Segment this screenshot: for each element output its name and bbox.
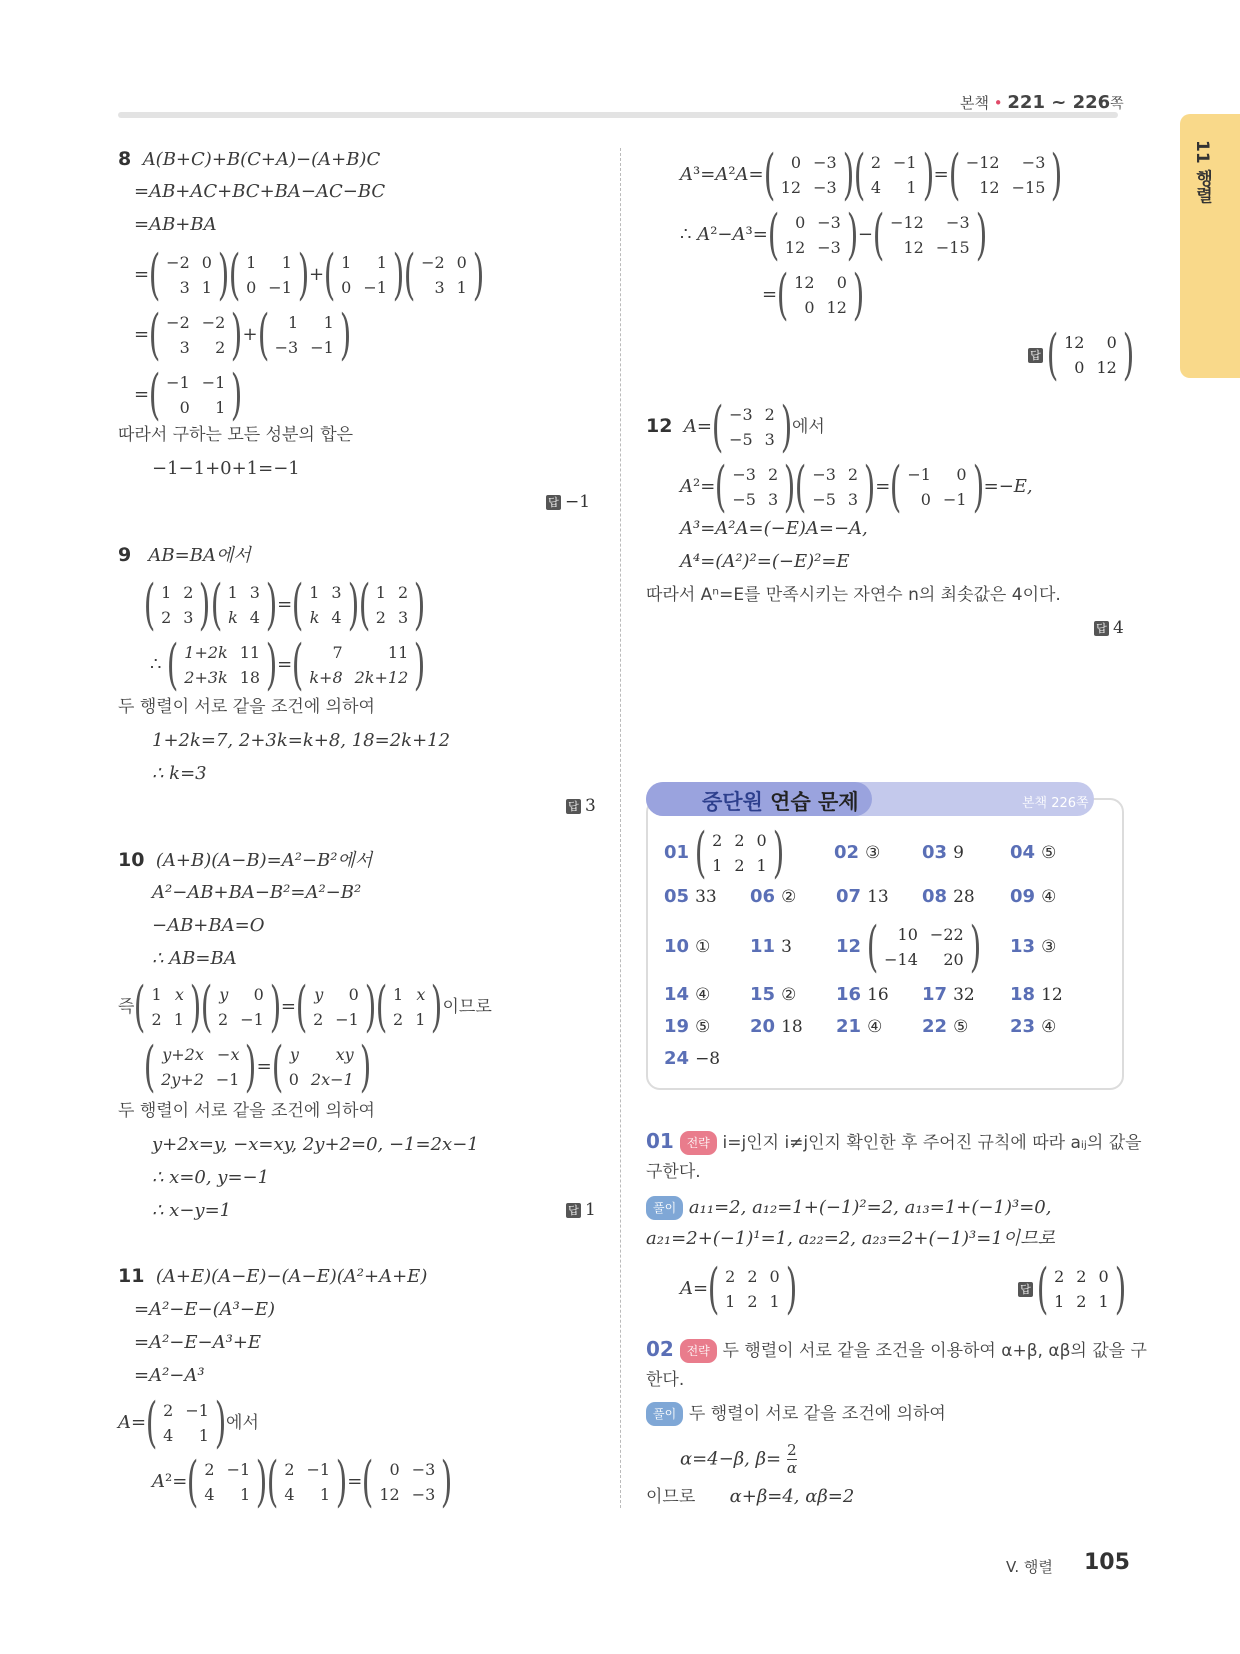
matrix-entry: 2: [163, 1400, 174, 1420]
matrix-entry: 1: [393, 984, 404, 1004]
matrix-entry: 1: [215, 397, 226, 417]
matrix-entry: −1: [942, 489, 967, 509]
matrix: ( 1 x 2 1 ): [375, 975, 443, 1038]
matrix-entry: 0: [790, 152, 802, 172]
matrix-entry: 0: [756, 831, 767, 850]
practice-title: 중단원 연습 문제: [702, 790, 859, 814]
p9-line2: ( 1 2 2 3 ) ( 1 3 k 4 ) = ( 1 3 k 4 ) ( 1 2 2 3 ): [143, 573, 426, 636]
matrix: ( 2 2 0 1 2 1 ): [1036, 1257, 1126, 1320]
matrix-entry: 0: [795, 212, 806, 232]
matrix: ( 1 2 2 3 ): [143, 573, 211, 636]
matrix: ( 0 −3 12 −3 ): [763, 143, 854, 206]
matrix-entry: −14: [884, 950, 918, 969]
p12-line1: 12 A= ( −3 2 −5 3 ) 에서: [646, 395, 825, 458]
matrix-entry: −1: [907, 464, 931, 484]
matrix-entry: 4: [284, 1484, 295, 1504]
p11-line9: = ( 12 0 0 12 ): [762, 263, 865, 326]
matrix: ( −2 0 3 1 ): [403, 243, 485, 306]
solution-tag: 풀이: [646, 1402, 683, 1426]
matrix: ( 0 −3 12 −3 ): [362, 1450, 453, 1513]
p12-answer: 답 4: [1094, 618, 1124, 638]
footer-chapter: V. 행렬: [1006, 1558, 1053, 1576]
p9-eqs: 1+2k=7, 2+3k=k+8, 18=2k+12: [152, 730, 451, 751]
matrix-entry: −1: [201, 372, 226, 392]
matrix-entry: 3: [179, 277, 190, 297]
s02-line1: 02 전략 두 행렬이 서로 같을 조건을 이용하여 α+β, αβ의 값을 구: [646, 1337, 1147, 1361]
matrix-entry: 3: [183, 607, 194, 627]
matrix-entry: 12: [780, 177, 802, 197]
matrix-entry: 12: [979, 177, 1000, 197]
matrix-entry: 2: [1076, 1292, 1087, 1311]
matrix: ( 2 −1 4 1 ): [145, 1391, 227, 1454]
matrix-entry: xy: [335, 1044, 354, 1064]
answer-mark-icon: 답: [1094, 621, 1109, 636]
matrix-entry: −2: [166, 312, 190, 332]
matrix-entry: −5: [812, 489, 836, 509]
matrix-entry: 1: [288, 312, 299, 332]
matrix-entry: 1: [309, 582, 320, 602]
matrix-entry: 1: [1098, 1292, 1109, 1311]
matrix-entry: 1: [246, 252, 257, 272]
matrix-entry: 0: [456, 252, 467, 272]
chapter-tab-label: 11 행렬: [1192, 140, 1212, 204]
matrix-entry: −3: [817, 212, 841, 232]
s02-line4: 이므로 α+β=4, αβ=2: [646, 1486, 855, 1507]
matrix-entry: 2: [397, 582, 409, 602]
p11-line2: =A²−E−(A³−E): [134, 1299, 276, 1320]
matrix-entry: 2: [767, 464, 779, 484]
matrix-entry: 10: [897, 925, 918, 944]
practice-ref: 본책 226쪽: [1022, 796, 1089, 811]
matrix-entry: −3: [729, 404, 753, 424]
matrix-entry: 12: [1096, 358, 1117, 377]
practice-answer-14: 14 ④: [664, 984, 711, 1005]
matrix-entry: 1: [906, 177, 917, 197]
footer-page-number: 105: [1084, 1550, 1130, 1575]
matrix: ( y 0 2 −1 ): [200, 975, 282, 1038]
matrix-entry: 2: [215, 337, 226, 357]
matrix-entry: 0: [769, 1266, 780, 1286]
matrix-entry: −1: [363, 277, 387, 297]
matrix: ( 12 0 0 12 ): [776, 263, 865, 326]
p9-line1: 9 AB=BA에서: [118, 544, 251, 566]
matrix-entry: 0: [836, 272, 847, 292]
matrix-entry: 1: [173, 1009, 184, 1029]
matrix: ( 1 2 2 3 ): [358, 573, 426, 636]
matrix-entry: −3: [732, 464, 756, 484]
answer-mark-icon: 답: [1028, 348, 1043, 363]
p11-line5: A= ( 2 −1 4 1 ) 에서: [118, 1391, 259, 1454]
s01-line5: A= ( 2 2 0 1 2 1 ): [680, 1257, 798, 1320]
matrix-entry: 3: [249, 582, 260, 602]
matrix: ( −3 2 −5 3 ): [794, 455, 876, 518]
matrix-entry: 12: [903, 237, 924, 257]
p12-line4: A⁴=(A²)²=(−E)²=E: [680, 551, 850, 572]
matrix-entry: 0: [1106, 333, 1117, 352]
practice-answer-18: 18 12: [1010, 984, 1063, 1005]
matrix-entry: 0: [1098, 1267, 1109, 1286]
s01-answer: [1018, 1257, 1126, 1320]
matrix-entry: −1: [166, 372, 190, 392]
matrix-entry: 1: [1054, 1292, 1065, 1311]
matrix-entry: 3: [397, 607, 409, 627]
matrix: ( y xy 0 2x−1 ): [271, 1035, 372, 1098]
matrix-entry: 2: [161, 607, 172, 627]
p10-eqs: y+2x=y, −x=xy, 2y+2=0, −1=2x−1: [152, 1134, 479, 1155]
matrix: ( 12 0 0 12 ): [1046, 323, 1135, 386]
p12-line3: A³=A²A=(−E)A=−A,: [680, 518, 868, 539]
practice-answer-19: 19 ⑤: [664, 1016, 711, 1037]
matrix-entry: 0: [956, 464, 967, 484]
matrix: ( 1 1 −3 −1 ): [257, 303, 352, 366]
matrix: ( 0 −3 12 −3 ): [767, 203, 859, 266]
matrix-entry: 1: [725, 1291, 736, 1311]
matrix: ( 2 −1 4 1 ): [266, 1450, 348, 1513]
column-divider: [620, 148, 621, 1508]
matrix-entry: −3: [813, 152, 837, 172]
strategy-tag: 전략: [680, 1131, 717, 1155]
matrix-entry: 20: [943, 950, 964, 969]
matrix-entry: 2: [204, 1459, 215, 1479]
matrix-entry: 0: [804, 297, 815, 317]
matrix-entry: 2: [734, 831, 745, 850]
matrix: ( 10 −22 −14 20 ): [866, 915, 982, 978]
matrix-entry: 2: [712, 831, 723, 850]
matrix-entry: 4: [870, 177, 881, 197]
matrix-entry: 12: [379, 1484, 400, 1504]
matrix-entry: −12: [890, 212, 924, 232]
matrix-entry: 1: [415, 1009, 426, 1029]
matrix-entry: −2: [201, 312, 226, 332]
p9-line3: ∴ ( 1+2k 11 2+3k 18 ) = ( 7 11 k+8 2k+12 ): [150, 633, 426, 696]
p10-line6: ( y+2x −x 2y+2 −1 ) = ( y xy 0 2x−1 ): [143, 1035, 372, 1098]
practice-answer-11: 11 3: [750, 936, 792, 957]
practice-answer-20: 20 18: [750, 1016, 803, 1037]
matrix-entry: 4: [331, 607, 342, 627]
matrix-entry: 1: [319, 1484, 331, 1504]
matrix-entry: 1: [756, 856, 767, 875]
practice-answer-13: 13 ③: [1010, 936, 1057, 957]
matrix-entry: 0: [348, 984, 359, 1004]
s02-line3: 풀이 두 행렬이 서로 같을 조건에 의하여: [646, 1402, 946, 1426]
matrix: ( −2 0 3 1 ): [148, 243, 230, 306]
p12-text: 따라서 Aⁿ=E를 만족시키는 자연수 n의 최솟값은 4이다.: [646, 585, 1061, 605]
practice-answer-22: 22 ⑤: [922, 1016, 969, 1037]
matrix-entry: −15: [1011, 177, 1046, 197]
matrix: ( 1 1 0 −1 ): [323, 243, 405, 306]
practice-answer-05: 05 33: [664, 886, 717, 907]
answer-mark-icon: 답: [546, 495, 561, 510]
p9-answer: 답 3: [566, 796, 596, 816]
matrix-entry: 0: [288, 1069, 299, 1089]
p12-line2: A²= ( −3 2 −5 3 ) ( −3 2 −5 3 ) = ( −1 0 0 −1 ) =−E,: [680, 455, 1033, 518]
matrix-entry: k+8: [309, 667, 343, 687]
matrix-entry: −1: [215, 1069, 240, 1089]
matrix-entry: −1: [893, 152, 917, 172]
matrix-entry: −1: [226, 1459, 251, 1479]
matrix-entry: 7: [332, 642, 343, 662]
matrix-entry: −3: [817, 237, 841, 257]
practice-answer-09: 09 ④: [1010, 886, 1057, 907]
matrix-entry: −2: [421, 252, 445, 272]
matrix-entry: −1: [185, 1400, 209, 1420]
p10-line2: A²−AB+BA−B²=A²−B²: [152, 882, 362, 903]
matrix: ( −3 2 −5 3 ): [711, 395, 793, 458]
matrix: ( −1 0 0 −1 ): [890, 455, 984, 518]
matrix-entry: 2x−1: [310, 1069, 354, 1089]
matrix: ( −3 2 −5 3 ): [715, 455, 796, 518]
p11-line8: ∴ A²−A³= ( 0 −3 12 −3 ) − ( −12 −3 12 −15 ): [680, 203, 987, 266]
matrix-entry: 0: [1074, 358, 1085, 377]
matrix-entry: 12: [826, 297, 847, 317]
matrix-entry: 1: [456, 277, 467, 297]
matrix-entry: 0: [389, 1459, 400, 1479]
matrix-entry: 1: [151, 984, 162, 1004]
practice-answer-03: 03 9: [922, 842, 964, 863]
p8-line6: = ( −1 −1 0 1 ): [134, 363, 243, 426]
matrix-entry: −1: [306, 1459, 331, 1479]
header-page-ref: 본책 • 221 ~ 226쪽: [960, 92, 1124, 113]
matrix-entry: y: [289, 1044, 299, 1064]
matrix-entry: 1: [198, 1425, 209, 1445]
s01-line1: 01 전략 i=j인지 i≠j인지 확인한 후 주어진 규칙에 따라 aᵢⱼ의 값을: [646, 1129, 1142, 1153]
matrix-entry: 2: [284, 1459, 295, 1479]
p10-text: 두 행렬이 서로 같을 조건에 의하여: [118, 1101, 375, 1121]
answer-mark-icon: 답: [1018, 1282, 1033, 1297]
matrix-entry: 12: [794, 272, 815, 292]
p8-line1: 8 A(B+C)+B(C+A)−(A+B)C: [118, 148, 381, 170]
matrix: ( 1+2k 11 2+3k 18 ): [166, 633, 278, 696]
matrix-entry: 3: [847, 489, 859, 509]
p11-answer: [1028, 323, 1135, 386]
p9-result: ∴ k=3: [152, 763, 207, 784]
p8-sum: −1−1+0+1=−1: [152, 458, 300, 479]
matrix-entry: 2y+2: [161, 1069, 204, 1089]
matrix-entry: 2: [393, 1009, 404, 1029]
matrix-entry: 2k+12: [354, 667, 409, 687]
matrix-entry: 1: [201, 277, 212, 297]
matrix-entry: 1: [375, 582, 386, 602]
matrix-entry: −3: [411, 1484, 436, 1504]
matrix-entry: 2: [313, 1009, 324, 1029]
matrix-entry: 1: [227, 582, 238, 602]
matrix-entry: −1: [310, 337, 334, 357]
p8-line3: =AB+BA: [134, 214, 217, 235]
matrix: ( 1 x 2 1 ): [134, 975, 202, 1038]
matrix: ( 2 2 0 1 2 1 ): [694, 821, 785, 884]
matrix-entry: 2+3k: [184, 667, 228, 687]
matrix: ( y 0 2 −1 ): [295, 975, 377, 1038]
practice-answer-15: 15 ②: [750, 984, 797, 1005]
p11-line4: =A²−A³: [134, 1365, 205, 1386]
matrix: ( 1 3 k 4 ): [210, 573, 278, 636]
answer-mark-icon: 답: [566, 1203, 581, 1218]
p10-line4: ∴ AB=BA: [152, 948, 237, 969]
matrix-entry: 3: [764, 429, 775, 449]
matrix-entry: −1: [268, 277, 292, 297]
matrix-entry: 12: [1064, 333, 1085, 352]
practice-answer-07: 07 13: [836, 886, 889, 907]
matrix-entry: −3: [274, 337, 299, 357]
matrix: ( −1 −1 0 1 ): [148, 363, 243, 426]
s02-line2: 한다.: [646, 1370, 685, 1390]
matrix-entry: 1+2k: [184, 642, 228, 662]
answer-mark-icon: 답: [566, 799, 581, 814]
matrix-entry: 0: [920, 489, 931, 509]
matrix-entry: −3: [411, 1459, 436, 1479]
matrix-entry: 11: [239, 642, 261, 662]
matrix-entry: y+2x: [162, 1044, 204, 1064]
p10-r1: ∴ x=0, y=−1: [152, 1167, 270, 1188]
matrix-entry: y: [219, 984, 229, 1004]
matrix-entry: 1: [341, 252, 352, 272]
matrix-entry: −22: [929, 925, 964, 944]
matrix-entry: 2: [151, 1009, 162, 1029]
matrix-entry: 0: [341, 277, 352, 297]
matrix-entry: 2: [218, 1009, 229, 1029]
matrix-entry: 2: [734, 856, 745, 875]
matrix-entry: k: [309, 607, 320, 627]
matrix-entry: 2: [1054, 1267, 1065, 1286]
practice-answer-17: 17 32: [922, 984, 975, 1005]
matrix-entry: −x: [217, 1044, 240, 1064]
p8-answer: 답 −1: [546, 492, 590, 512]
matrix-entry: −5: [729, 429, 753, 449]
matrix-entry: −15: [935, 237, 970, 257]
matrix-entry: −5: [732, 489, 756, 509]
matrix-entry: −12: [965, 152, 1000, 172]
matrix-entry: −1: [335, 1009, 359, 1029]
matrix-entry: 2: [747, 1266, 758, 1286]
matrix-entry: 3: [331, 582, 342, 602]
matrix: ( 7 11 k+8 2k+12 ): [292, 633, 426, 696]
matrix-entry: 2: [747, 1291, 758, 1311]
matrix: ( 2 −1 4 1 ): [187, 1450, 268, 1513]
matrix-entry: 4: [163, 1425, 174, 1445]
matrix-entry: 1: [239, 1484, 251, 1504]
p8-line4: = ( −2 0 3 1 ) ( 1 1 0 −1 ) + ( 1 1 0 −1 ) ( −2 0 3 1 ): [134, 243, 485, 306]
matrix-entry: 1: [281, 252, 292, 272]
p10-r2: ∴ x−y=1: [152, 1200, 232, 1221]
practice-answer-24: 24 −8: [664, 1048, 721, 1069]
p11-line3: =A²−E−A³+E: [134, 1332, 262, 1353]
matrix-entry: 0: [253, 984, 264, 1004]
matrix-entry: −1: [240, 1009, 264, 1029]
matrix-entry: 2: [847, 464, 859, 484]
matrix-entry: 3: [767, 489, 779, 509]
solution-tag: 풀이: [646, 1196, 683, 1220]
matrix-entry: 4: [249, 607, 260, 627]
practice-answer-12: 12 ( 10 −22 −14 20 ): [836, 915, 982, 978]
matrix-entry: 0: [246, 277, 257, 297]
matrix-entry: 0: [201, 252, 212, 272]
p8-text: 따라서 구하는 모든 성분의 합은: [118, 425, 354, 445]
matrix-entry: x: [174, 984, 184, 1004]
practice-answer-16: 16 16: [836, 984, 889, 1005]
matrix-entry: 0: [179, 397, 190, 417]
matrix: ( 1 1 0 −1 ): [228, 243, 310, 306]
practice-answer-23: 23 ④: [1010, 1016, 1057, 1037]
matrix-entry: −3: [1021, 152, 1046, 172]
practice-answer-21: 21 ④: [836, 1016, 883, 1037]
matrix-entry: 12: [784, 237, 806, 257]
matrix: ( 1 3 k 4 ): [291, 573, 359, 636]
p9-text: 두 행렬이 서로 같을 조건에 의하여: [118, 697, 375, 717]
matrix: ( 2 −1 4 1 ): [853, 143, 934, 206]
practice-answer-06: 06 ②: [750, 886, 797, 907]
matrix-entry: x: [416, 984, 426, 1004]
matrix: ( y+2x −x 2y+2 −1 ): [143, 1035, 257, 1098]
s01-line3: 풀이 a₁₁=2, a₁₂=1+(−1)²=2, a₁₃=1+(−1)³=0,: [646, 1196, 1051, 1220]
matrix-entry: 11: [387, 642, 409, 662]
practice-answer-04: 04 ⑤: [1010, 842, 1057, 863]
s01-line2: 구한다.: [646, 1162, 701, 1182]
matrix-entry: 1: [769, 1291, 780, 1311]
p11-line6: A²= ( 2 −1 4 1 ) ( 2 −1 4 1 ) = ( 0 −3 12 −3 ): [152, 1450, 453, 1513]
matrix: ( −12 −3 12 −15 ): [948, 143, 1063, 206]
matrix-entry: 3: [434, 277, 445, 297]
matrix-entry: 2: [1076, 1267, 1087, 1286]
matrix-entry: −3: [946, 212, 970, 232]
matrix-entry: 3: [179, 337, 190, 357]
matrix-entry: 4: [204, 1484, 215, 1504]
matrix-entry: 1: [712, 856, 723, 875]
matrix-entry: 2: [183, 582, 194, 602]
matrix-entry: 2: [375, 607, 386, 627]
matrix-entry: −3: [812, 464, 836, 484]
p10-line3: −AB+BA=O: [152, 915, 265, 936]
matrix: ( −2 −2 3 2 ): [148, 303, 243, 366]
matrix-entry: 1: [161, 582, 172, 602]
matrix-entry: k: [228, 607, 238, 627]
p10-line1: 10 (A+B)(A−B)=A²−B²에서: [118, 849, 373, 871]
matrix: ( −12 −3 12 −15 ): [872, 203, 987, 266]
s02-eq: α=4−β, β= $\frac{2}{\alpha}$: [680, 1441, 797, 1477]
p11-line1: 11 (A+E)(A−E)−(A−E)(A²+A+E): [118, 1265, 428, 1287]
practice-answer-10: 10 ①: [664, 936, 711, 957]
practice-answer-08: 08 28: [922, 886, 975, 907]
p8-line5: = ( −2 −2 3 2 ) + ( 1 1 −3 −1 ): [134, 303, 352, 366]
strategy-tag: 전략: [680, 1339, 717, 1363]
matrix-entry: 1: [323, 312, 334, 332]
matrix-entry: 1: [376, 252, 387, 272]
matrix-entry: −2: [166, 252, 190, 272]
matrix-entry: 2: [725, 1266, 736, 1286]
matrix-entry: 18: [239, 667, 261, 687]
p10-line5: 즉 ( 1 x 2 1 ) ( y 0 2 −1 ) = ( y 0 2 −1 ) ( 1 x 2 1 ) 이므로: [118, 975, 492, 1038]
p11-line7: A³=A²A= ( 0 −3 12 −3 ) ( 2 −1 4 1 ) = ( −12 −3 12 −15 ): [680, 143, 1063, 206]
s01-line4: a₂₁=2+(−1)¹=1, a₂₂=2, a₂₃=2+(−1)³=1이므로: [646, 1228, 1055, 1249]
matrix-entry: 2: [764, 404, 775, 424]
p8-line2: =AB+AC+BC+BA−AC−BC: [134, 181, 386, 202]
practice-answer-02: 02 ③: [834, 842, 881, 863]
p10-answer: 답 1: [566, 1200, 596, 1220]
matrix-entry: −3: [813, 177, 837, 197]
practice-answer-01: 01 ( 2 2 0 1 2 1 ): [664, 821, 785, 884]
matrix-entry: y: [314, 984, 324, 1004]
matrix-entry: 2: [870, 152, 881, 172]
matrix: ( 2 2 0 1 2 1 ): [707, 1257, 798, 1320]
